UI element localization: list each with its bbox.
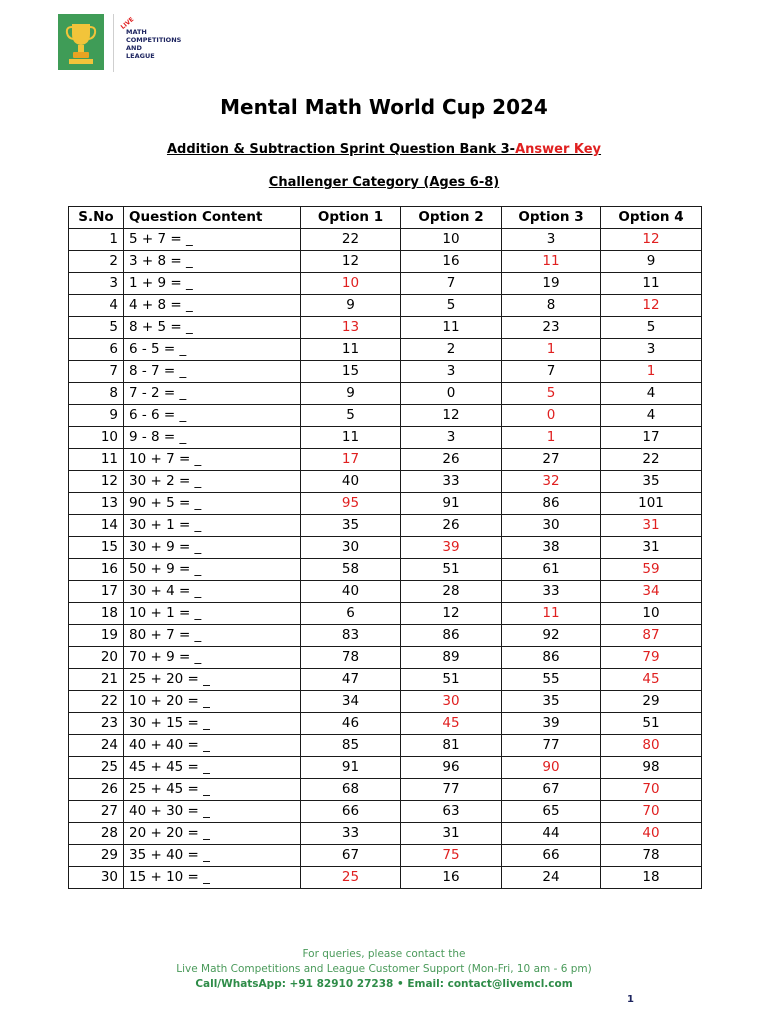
correct-answer-cell: 95 [301,493,401,515]
question-cell: 40 + 30 = _ [124,801,301,823]
option-cell: 11 [301,339,401,361]
option-cell: 9 [301,383,401,405]
serial-number-cell: 24 [69,735,124,757]
option-cell: 5 [601,317,702,339]
question-cell: 4 + 8 = _ [124,295,301,317]
table-row [69,493,702,515]
question-cell: 8 + 5 = _ [124,317,301,339]
option-cell: 40 [301,471,401,493]
option-cell: 78 [301,647,401,669]
correct-answer-cell: 45 [601,669,702,691]
option-cell: 85 [301,735,401,757]
option-cell: 11 [401,317,502,339]
option-cell: 39 [502,713,601,735]
table-row [69,867,702,889]
option-cell: 33 [301,823,401,845]
table-row [69,779,702,801]
correct-answer-cell: 25 [301,867,401,889]
serial-number-cell: 16 [69,559,124,581]
question-cell: 35 + 40 = _ [124,845,301,867]
option-cell: 98 [601,757,702,779]
serial-number-cell: 19 [69,625,124,647]
serial-number-cell: 18 [69,603,124,625]
option-cell: 66 [502,845,601,867]
answer-key-label: Answer Key [515,142,602,157]
option-cell: 9 [601,251,702,273]
option-cell: 7 [401,273,502,295]
option-cell: 5 [401,295,502,317]
question-cell: 40 + 40 = _ [124,735,301,757]
option-cell: 3 [502,229,601,251]
question-cell: 30 + 4 = _ [124,581,301,603]
page-number: 1 [627,994,634,1005]
option-cell: 101 [601,493,702,515]
correct-answer-cell: 1 [502,427,601,449]
option-cell: 96 [401,757,502,779]
header-question: Question Content [124,207,301,229]
option-cell: 4 [601,405,702,427]
logo-live-tag: LIVE [119,16,136,31]
footer-contact-intro: For queries, please contact the [302,948,466,960]
correct-answer-cell: 80 [601,735,702,757]
trophy-badge-icon [58,14,104,70]
serial-number-cell: 25 [69,757,124,779]
question-cell: 3 + 8 = _ [124,251,301,273]
category-heading: Challenger Category (Ages 6-8) [268,175,500,190]
table-row [69,581,702,603]
table-row [69,801,702,823]
option-cell: 22 [301,229,401,251]
option-cell: 30 [502,515,601,537]
question-cell: 6 - 5 = _ [124,339,301,361]
option-cell: 51 [401,669,502,691]
option-cell: 2 [401,339,502,361]
table-row [69,823,702,845]
question-cell: 90 + 5 = _ [124,493,301,515]
option-cell: 83 [301,625,401,647]
serial-number-cell: 8 [69,383,124,405]
header-sno: S.No [69,207,124,229]
correct-answer-cell: 59 [601,559,702,581]
option-cell: 55 [502,669,601,691]
option-cell: 86 [401,625,502,647]
table-row [69,559,702,581]
option-cell: 81 [401,735,502,757]
logo-line: MATH [126,28,147,36]
option-cell: 15 [301,361,401,383]
option-cell: 16 [401,251,502,273]
table-row [69,339,702,361]
question-cell: 1 + 9 = _ [124,273,301,295]
serial-number-cell: 20 [69,647,124,669]
option-cell: 86 [502,647,601,669]
option-cell: 5 [301,405,401,427]
question-cell: 10 + 20 = _ [124,691,301,713]
option-cell: 51 [401,559,502,581]
option-cell: 27 [502,449,601,471]
correct-answer-cell: 79 [601,647,702,669]
table-row [69,691,702,713]
table-row [69,845,702,867]
option-cell: 16 [401,867,502,889]
question-cell: 30 + 2 = _ [124,471,301,493]
option-cell: 22 [601,449,702,471]
question-cell: 30 + 1 = _ [124,515,301,537]
logo-line: COMPETITIONS [126,36,182,44]
question-cell: 25 + 45 = _ [124,779,301,801]
header-option-1: Option 1 [301,207,401,229]
correct-answer-cell: 39 [401,537,502,559]
header-option-4: Option 4 [601,207,702,229]
table-row [69,405,702,427]
option-cell: 3 [601,339,702,361]
table-row [69,273,702,295]
correct-answer-cell: 5 [502,383,601,405]
correct-answer-cell: 75 [401,845,502,867]
option-cell: 77 [502,735,601,757]
option-cell: 3 [401,427,502,449]
option-cell: 31 [601,537,702,559]
option-cell: 40 [301,581,401,603]
option-cell: 68 [301,779,401,801]
question-cell: 80 + 7 = _ [124,625,301,647]
option-cell: 19 [502,273,601,295]
option-cell: 66 [301,801,401,823]
correct-answer-cell: 1 [601,361,702,383]
option-cell: 61 [502,559,601,581]
correct-answer-cell: 31 [601,515,702,537]
option-cell: 12 [401,405,502,427]
table-row [69,251,702,273]
serial-number-cell: 1 [69,229,124,251]
logo-line: LEAGUE [126,52,155,60]
option-cell: 78 [601,845,702,867]
option-cell: 67 [502,779,601,801]
option-cell: 63 [401,801,502,823]
option-cell: 86 [502,493,601,515]
option-cell: 33 [502,581,601,603]
option-cell: 10 [601,603,702,625]
correct-answer-cell: 70 [601,801,702,823]
serial-number-cell: 10 [69,427,124,449]
correct-answer-cell: 34 [601,581,702,603]
question-cell: 9 - 8 = _ [124,427,301,449]
option-cell: 11 [301,427,401,449]
serial-number-cell: 2 [69,251,124,273]
option-cell: 28 [401,581,502,603]
serial-number-cell: 5 [69,317,124,339]
correct-answer-cell: 13 [301,317,401,339]
option-cell: 30 [301,537,401,559]
correct-answer-cell: 90 [502,757,601,779]
option-cell: 12 [301,251,401,273]
table-row [69,449,702,471]
brand-logo [58,14,186,76]
logo-wordmark [126,28,186,60]
option-cell: 12 [401,603,502,625]
question-cell: 30 + 9 = _ [124,537,301,559]
logo-divider [113,14,114,72]
table-row [69,471,702,493]
table-body [69,229,702,889]
option-cell: 29 [601,691,702,713]
correct-answer-cell: 87 [601,625,702,647]
serial-number-cell: 9 [69,405,124,427]
correct-answer-cell: 32 [502,471,601,493]
question-cell: 10 + 7 = _ [124,449,301,471]
table-header-row [69,207,702,229]
serial-number-cell: 12 [69,471,124,493]
serial-number-cell: 11 [69,449,124,471]
option-cell: 33 [401,471,502,493]
question-cell: 20 + 20 = _ [124,823,301,845]
correct-answer-cell: 1 [502,339,601,361]
option-cell: 26 [401,449,502,471]
option-cell: 26 [401,515,502,537]
option-cell: 47 [301,669,401,691]
serial-number-cell: 7 [69,361,124,383]
serial-number-cell: 23 [69,713,124,735]
option-cell: 9 [301,295,401,317]
table-row [69,317,702,339]
serial-number-cell: 13 [69,493,124,515]
option-cell: 6 [301,603,401,625]
correct-answer-cell: 11 [502,251,601,273]
table-row [69,647,702,669]
table-row [69,603,702,625]
serial-number-cell: 15 [69,537,124,559]
serial-number-cell: 6 [69,339,124,361]
serial-number-cell: 22 [69,691,124,713]
footer-support-hours: Live Math Competitions and League Customer Support (Mon-Fri, 10 am - 6 pm) [176,963,592,975]
correct-answer-cell: 0 [502,405,601,427]
serial-number-cell: 21 [69,669,124,691]
option-cell: 18 [601,867,702,889]
option-cell: 44 [502,823,601,845]
correct-answer-cell: 11 [502,603,601,625]
correct-answer-cell: 30 [401,691,502,713]
question-cell: 70 + 9 = _ [124,647,301,669]
serial-number-cell: 4 [69,295,124,317]
question-cell: 6 - 6 = _ [124,405,301,427]
correct-answer-cell: 12 [601,229,702,251]
question-cell: 5 + 7 = _ [124,229,301,251]
table-row [69,515,702,537]
serial-number-cell: 27 [69,801,124,823]
option-cell: 46 [301,713,401,735]
serial-number-cell: 17 [69,581,124,603]
document-subtitle [0,142,768,157]
question-cell: 25 + 20 = _ [124,669,301,691]
option-cell: 17 [601,427,702,449]
option-cell: 11 [601,273,702,295]
option-cell: 8 [502,295,601,317]
correct-answer-cell: 45 [401,713,502,735]
option-cell: 91 [301,757,401,779]
option-cell: 7 [502,361,601,383]
option-cell: 4 [601,383,702,405]
correct-answer-cell: 40 [601,823,702,845]
correct-answer-cell: 12 [601,295,702,317]
question-cell: 15 + 10 = _ [124,867,301,889]
option-cell: 67 [301,845,401,867]
option-cell: 3 [401,361,502,383]
serial-number-cell: 28 [69,823,124,845]
table-row [69,669,702,691]
option-cell: 77 [401,779,502,801]
option-cell: 24 [502,867,601,889]
header-option-2: Option 2 [401,207,502,229]
page-title: Mental Math World Cup 2024 [220,95,548,119]
question-cell: 7 - 2 = _ [124,383,301,405]
option-cell: 35 [601,471,702,493]
table-row [69,625,702,647]
question-cell: 50 + 9 = _ [124,559,301,581]
option-cell: 10 [401,229,502,251]
option-cell: 91 [401,493,502,515]
header-option-3: Option 3 [502,207,601,229]
subtitle-main: Addition & Subtraction Sprint Question Bank 3- [166,142,516,157]
table-row [69,427,702,449]
serial-number-cell: 30 [69,867,124,889]
table-row [69,295,702,317]
correct-answer-cell: 70 [601,779,702,801]
table-row [69,713,702,735]
table-row [69,735,702,757]
option-cell: 58 [301,559,401,581]
option-cell: 38 [502,537,601,559]
table-row [69,361,702,383]
serial-number-cell: 14 [69,515,124,537]
option-cell: 34 [301,691,401,713]
serial-number-cell: 26 [69,779,124,801]
correct-answer-cell: 17 [301,449,401,471]
option-cell: 31 [401,823,502,845]
option-cell: 51 [601,713,702,735]
table-row [69,537,702,559]
option-cell: 23 [502,317,601,339]
question-cell: 10 + 1 = _ [124,603,301,625]
serial-number-cell: 3 [69,273,124,295]
question-cell: 30 + 15 = _ [124,713,301,735]
option-cell: 35 [301,515,401,537]
table-row [69,229,702,251]
table-row [69,757,702,779]
question-cell: 8 - 7 = _ [124,361,301,383]
footer-contact-details: Call/WhatsApp: +91 82910 27238 • Email: contact@livemcl.com [195,978,573,990]
logo-line: AND [126,44,142,52]
option-cell: 0 [401,383,502,405]
answer-key-table [68,206,702,889]
question-cell: 45 + 45 = _ [124,757,301,779]
option-cell: 65 [502,801,601,823]
option-cell: 89 [401,647,502,669]
table-row [69,383,702,405]
option-cell: 35 [502,691,601,713]
option-cell: 92 [502,625,601,647]
correct-answer-cell: 10 [301,273,401,295]
serial-number-cell: 29 [69,845,124,867]
